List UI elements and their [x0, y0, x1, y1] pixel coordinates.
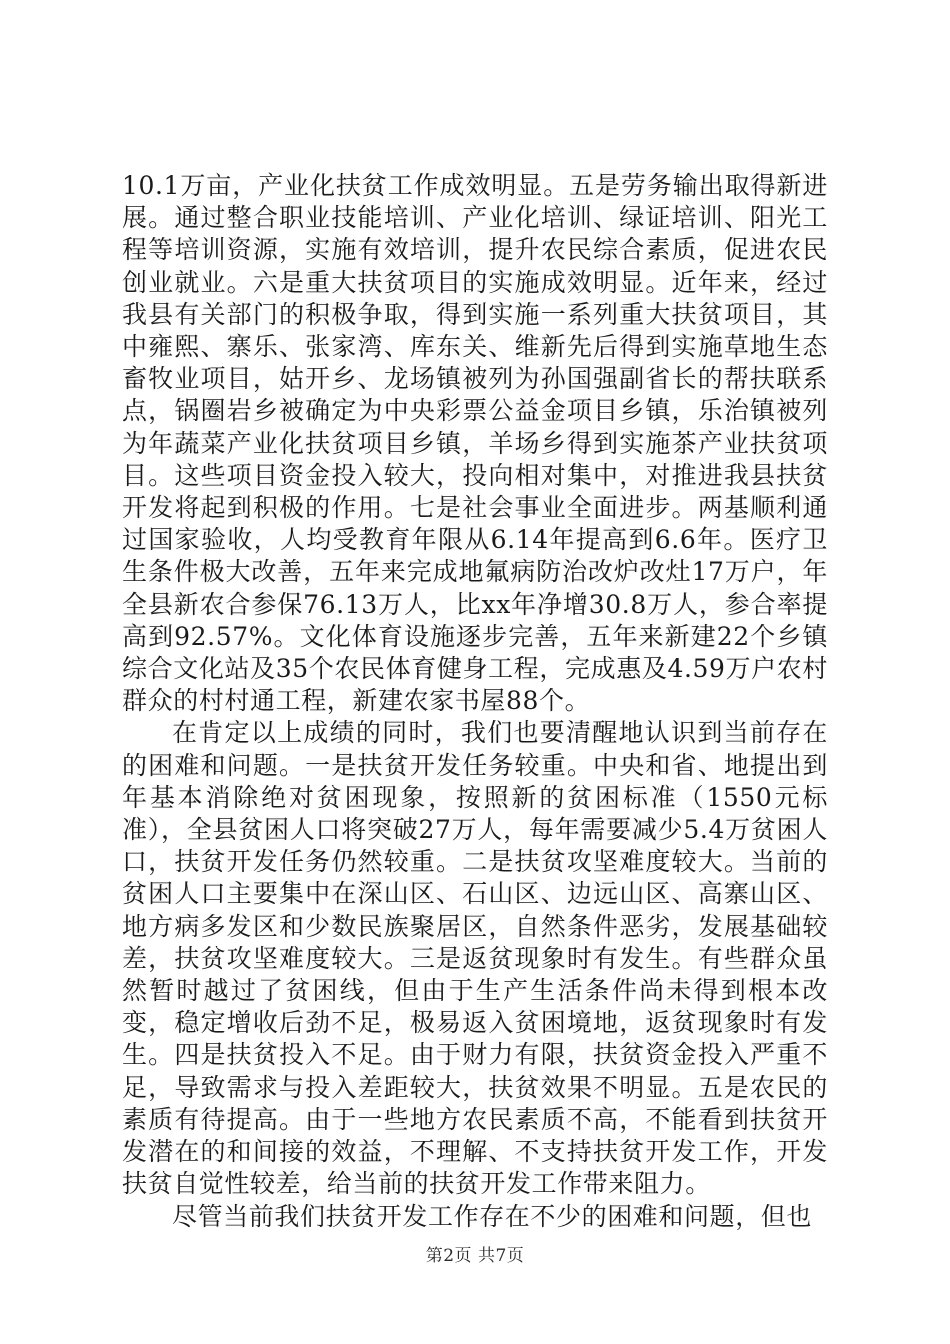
- paragraph-difficulties: 在肯定以上成绩的同时，我们也要清醒地认识到当前存在的困难和问题。一是扶贫开发任务较重。中央和省、地提出到年基本消除绝对贫困现象，按照新的贫困标准（1550元标准），全县贫困人口将突破27万人，每年需要减少5.4万贫困人口，扶贫开发任务仍然较重。二是扶贫攻坚难度较大。当前的贫困人口主要集中在深山区、石山区、边远山区、高寨山区、地方病多发区和少数民族聚居区，自然条件恶劣，发展基础较差，扶贫攻坚难度较大。三是返贫现象时有发生。有些群众虽然暂时越过了贫困线，但由于生产生活条件尚未得到根本改变，稳定增收后劲不足，极易返入贫困境地，返贫现象时有发生。四是扶贫投入不足。由于财力有限，扶贫资金投入严重不足，导致需求与投入差距较大，扶贫效果不明显。五是农民的素质有待提高。由于一些地方农民素质不高，不能看到扶贫开发潜在的和间接的效益，不理解、不支持扶贫开发工作，开发扶贫自觉性较差，给当前的扶贫开发工作带来阻力。: [122, 718, 828, 1199]
- paragraph-continuation: 尽管当前我们扶贫开发工作存在不少的困难和问题，但也: [172, 1201, 813, 1231]
- paragraph-achievements: 10.1万亩，产业化扶贫工作成效明显。五是劳务输出取得新进展。通过整合职业技能培训、产业化培训、绿证培训、阳光工程等培训资源，实施有效培训，提升农民综合素质，促进农民创业就业。六是重大扶贫项目的实施成效明显。近年来，经过我县有关部门的积极争取，得到实施一系列重大扶贫项目，其中雍熙、寨乐、张家湾、库东关、维新先后得到实施草地生态畜牧业项目，姑开乡、龙场镇被列为孙国强副省长的帮扶联系点，锅圈岩乡被确定为中央彩票公益金项目乡镇，乐治镇被列为年蔬菜产业化扶贫项目乡镇，羊场乡得到实施茶产业扶贫项目。这些项目资金投入较大，投向相对集中，对推进我县扶贫开发将起到积极的作用。七是社会事业全面进步。两基顺利通过国家验收，人均受教育年限从6.14年提高到6.6年。医疗卫生条件极大改善，五年来完成地氟病防治改炉改灶17万户，年全县新农合参保76.13万人，比xx年净增30.8万人，参合率提高到92.57%。文化体育设施逐步完善，五年来新建22个乡镇综合文化站及35个农民体育健身工程，完成惠及4.59万户农村群众的村村通工程，新建农家书屋88个。: [122, 171, 828, 716]
- document-body: [122, 170, 828, 1233]
- page-number-footer: 第2页 共7页: [425, 1246, 525, 1266]
